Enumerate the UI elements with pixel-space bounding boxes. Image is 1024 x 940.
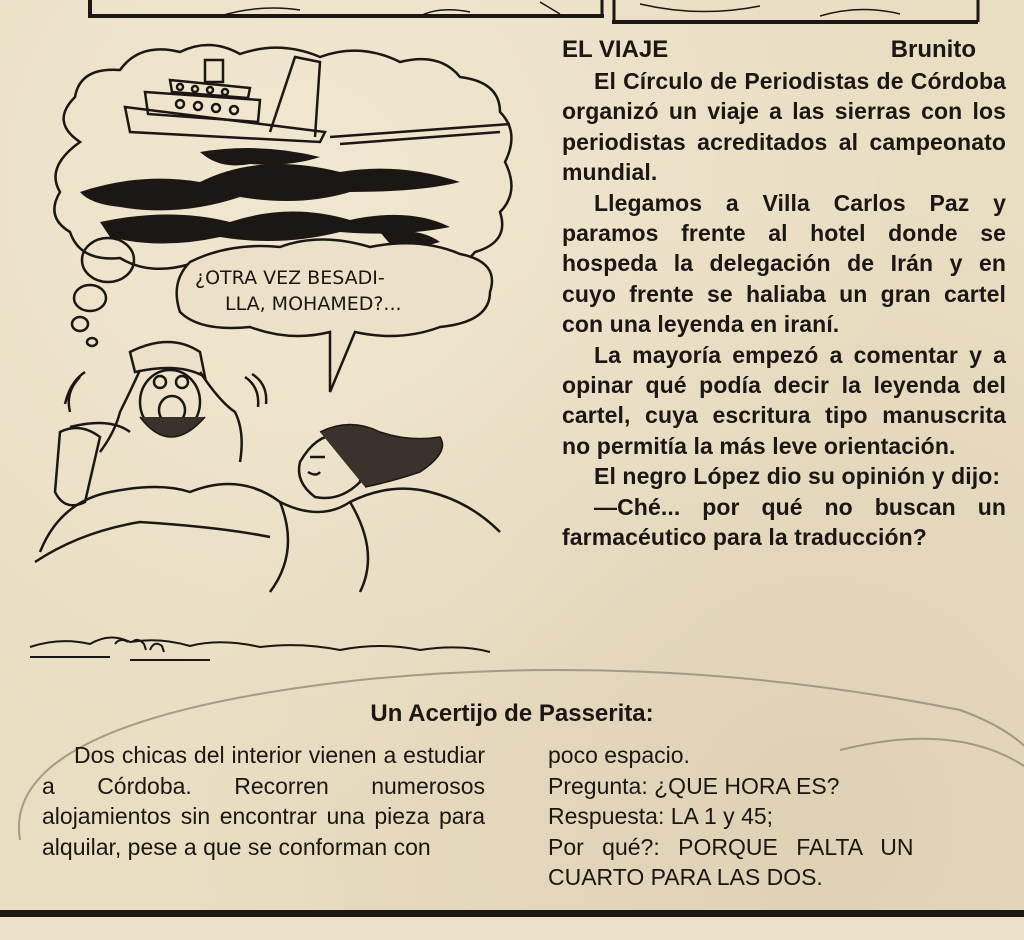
riddle-why-end: CUARTO PARA LAS DOS. (548, 864, 823, 890)
article-paragraph: —Ché... por qué no buscan un farmacéutico para la traducción? (562, 493, 1006, 551)
riddle-answer: Respuesta: LA 1 y 45; (548, 803, 774, 829)
article-el-viaje (562, 36, 1006, 553)
article-paragraph: El Círculo de Periodistas de Córdoba organizó un viaje a las sierras con los periodistas acreditados al campeonato mundial. (562, 68, 1006, 186)
article-header (562, 36, 1006, 64)
riddle-intro: Dos chicas del interior vienen a estudiar a Córdoba. Recorren numerosos alojamientos sin encontrar una pieza para alquilar, pese a que se conforman con (42, 742, 485, 860)
thought-bubbles (72, 238, 134, 346)
article-paragraph: El negro López dio su opinión y dijo: (594, 463, 1001, 490)
riddle-title: Un Acertijo de Passerita: (370, 700, 654, 727)
article-author: Brunito (890, 36, 976, 63)
riddle-right-column (548, 740, 1008, 893)
riddle-continuation: poco espacio. (548, 742, 690, 768)
cartoon-illustration (20, 32, 540, 682)
woman-figure (299, 425, 443, 499)
speech-text-line2: LLA, MOHAMED?... (225, 293, 402, 315)
article-paragraph: La mayoría empezó a comentar y a opinar qué podía decir la leyenda del cartel, cuya escritura tipo manuscrita no permitía la más leve orientación. (562, 341, 1006, 459)
riddle-why: Por qué?: PORQUE FALTA UN (548, 833, 914, 860)
previous-panel-border (0, 0, 1024, 30)
article-paragraph: Llegamos a Villa Carlos Paz y paramos frente al hotel donde se hospeda la delegación de Irán y en cuyo frente se haliaba un gran cartel con una leyenda en iraní. (562, 189, 1006, 338)
water-ink (80, 148, 460, 247)
speech-balloon (177, 240, 492, 393)
speech-text-line1: ¿OTRA VEZ BESADI- (195, 267, 385, 289)
article-title: EL VIAJE (562, 36, 669, 63)
riddle-left-column (42, 740, 485, 862)
riddle-question: Pregunta: ¿QUE HORA ES? (548, 772, 840, 799)
bottom-rule (0, 910, 1024, 917)
